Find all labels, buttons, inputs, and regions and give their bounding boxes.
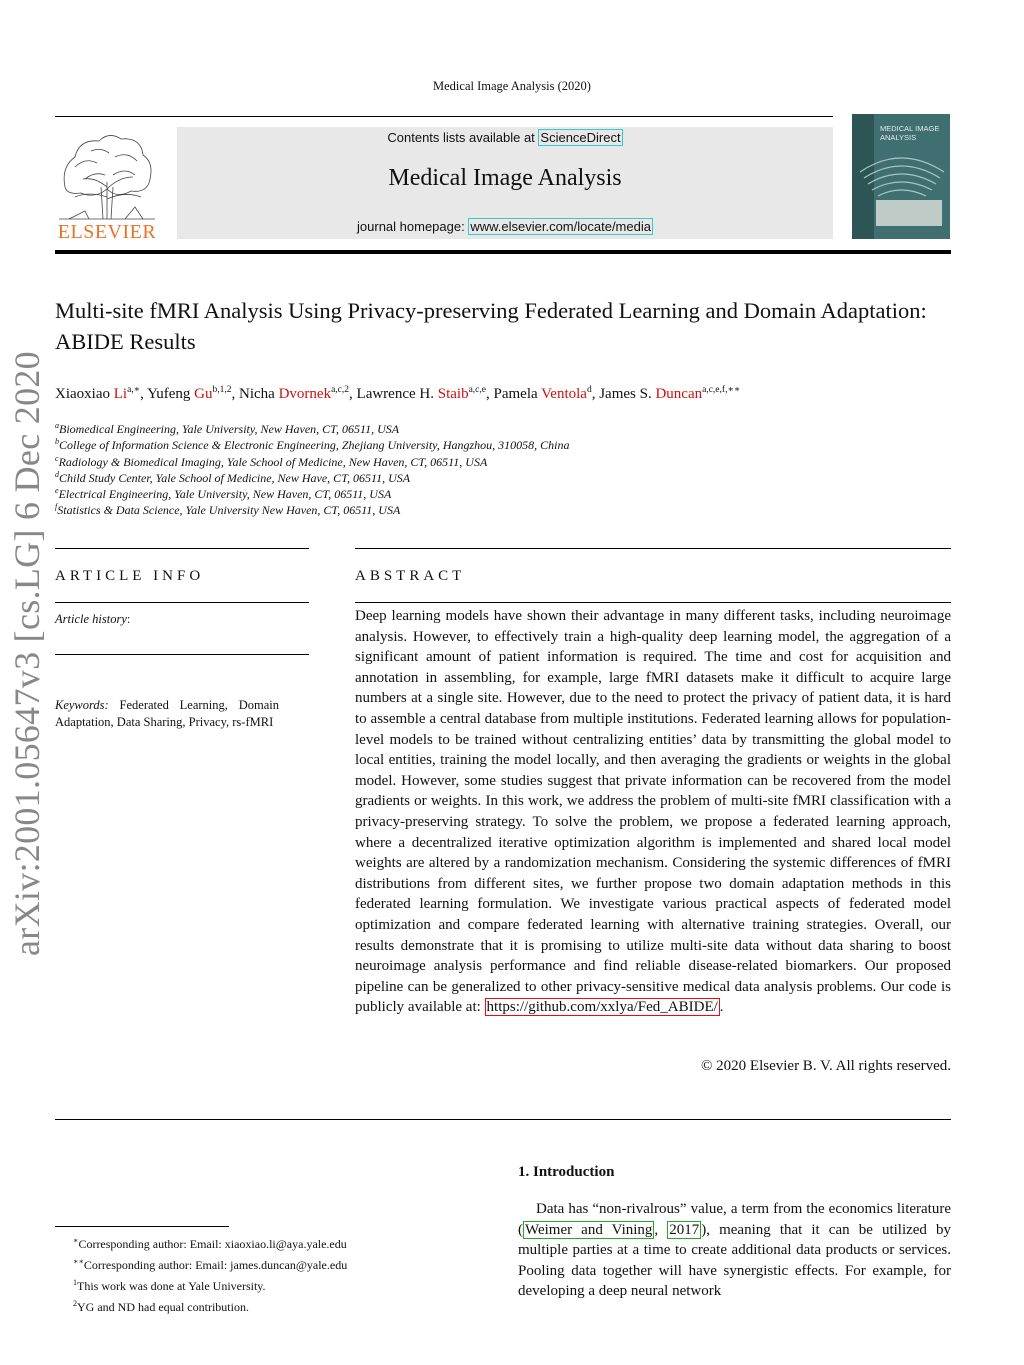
affiliation: $^a$Biomedical Engineering, Yale University, New Haven, CT, 06511, USA: [55, 421, 400, 436]
code-link[interactable]: https://github.com/xxlya/Fed_ABIDE/: [486, 999, 718, 1016]
citation-link[interactable]: Weimer and Vining: [525, 1221, 653, 1238]
author-1: Xiaoxiao $Li^{a,∗}$,: [55, 385, 148, 402]
footnote-rule: [55, 1226, 229, 1227]
author-link[interactable]: Gu: [194, 386, 213, 402]
keywords: [55, 697, 279, 731]
author-link[interactable]: Dvornek: [278, 386, 332, 402]
contents-prefix: Contents lists available at: [387, 130, 539, 145]
affiliation: $^d$Child Study Center, Yale School of Medicine, New Have, CT, 06511, USA: [55, 470, 411, 485]
publisher-name: ELSEVIER: [57, 221, 157, 243]
copyright: © 2020 Elsevier B. V. All rights reserved.: [701, 1058, 951, 1074]
homepage-line: [177, 219, 833, 234]
affiliation: $^c$Radiology & Biomedical Imaging, Yale School of Medicine, New Haven, CT, 06511, USA: [55, 454, 488, 469]
abstract-mid-rule: [355, 602, 951, 603]
footnote: ∗∗Corresponding author: Email: james.duncan@yale.edu: [73, 1257, 348, 1272]
keywords-label: Keywords:: [55, 698, 109, 712]
abstract-heading: ABSTRACT: [355, 568, 466, 584]
affiliation: $^e$Electrical Engineering, Yale University, New Haven, CT, 06511, USA: [55, 486, 392, 501]
footnote: $^1$This work was done at Yale University.: [73, 1278, 266, 1293]
author-4: Lawrence H. Staib$^{a,c,e}$,: [356, 385, 494, 402]
info-bottom-rule: [55, 654, 309, 655]
affiliation: $^b$College of Information Science & Electronic Engineering, Zhejiang University, Hangzhou, 310058, China: [55, 437, 570, 452]
author-link[interactable]: Ventola: [541, 386, 587, 402]
journal-name: Medical Image Analysis: [388, 165, 622, 191]
affiliation: $^f$Statistics & Data Science, Yale University New Haven, CT, 06511, USA: [55, 502, 401, 517]
section-heading-introduction: 1. Introduction: [518, 1164, 615, 1180]
article-history: Article history:: [55, 612, 131, 626]
abstract-body: Deep learning models have shown their advantage in many different tasks, including neuroimage analysis. However, to effectively train a high-quality deep learning model, the aggregation of a significant amount of patient information is required. The time and cost for acquisition and annotation in assembling, for example, large fMRI datasets make it difficult to acquire large numbers at a single site. However, due to the need to protect the privacy of patient data, it is hard to assemble a central database from multiple institutions. Federated learning allows for population-level models to be trained without centralizing entities’ data by transmitting the global model to local entities, training the model locally, and then averaging the gradients or weights in the global model. However, some studies suggest that private information can be recovered from the model gradients or weights. In this work, we address the problem of multi-site fMRI classification with a privacy-preserving strategy. To solve the problem, we propose a federated learning approach, where a decentralized iterative optimization algorithm is implemented and shared local model weights are altered by a randomization mechanism. Considering the systemic differences of fMRI distributions from different sites, we further propose two domain adaptation methods in this federated learning formulation. We investigate various practical aspects of federated model optimization and compare federated learning with alternative training strategies. Overall, our results demonstrate that it is promising to utilize multi-site data without data sharing to boost neuroimage analysis performance and find reliable disease-related biomarkers. Our proposed pipeline can be generalized to other privacy-sensitive medical data analysis problems. Our code is publicly available at: https://github.com/xxlya/Fed_ABIDE/ .: [355, 608, 951, 1016]
paper-title: Multi-site fMRI Analysis Using Privacy-preserving Federated Learning and Domain Adaptation: ABIDE Results: [55, 298, 927, 354]
citation-year-link[interactable]: 2017: [669, 1221, 700, 1238]
author-link[interactable]: Li: [113, 386, 128, 402]
info-mid-rule: [55, 602, 309, 603]
introduction-body: Data has “non-rivalrous” value, a term from the economics literature ( Weimer and Vining , 2017 ), meaning that it can be utilized by multiple parties at a time to create additional data products or services. Pooling data together will have synergistic effects. For example, for developing a deep neural network: [518, 1201, 952, 1300]
arxiv-stamp: arXiv:2001.05647v3 [cs.LG] 6 Dec 2020: [7, 351, 47, 956]
header-top-rule: [55, 116, 833, 117]
footnote: ∗Corresponding author: Email: xiaoxiao.li@aya.yale.edu: [73, 1236, 347, 1251]
author-3: Nicha Dvornek$^{a,c,2}$,: [239, 385, 357, 402]
keywords-list: Federated Learning, Domain Adaptation, Data Sharing, Privacy, rs-fMRI: [55, 698, 279, 729]
sciencedirect-link[interactable]: ScienceDirect: [540, 130, 621, 145]
author-5: Pamela Ventola$^d$,: [493, 385, 600, 402]
author-2: Yufeng Gu$^{b,1,2}$,: [147, 385, 240, 402]
footnote: $^2$YG and ND had equal contribution.: [73, 1299, 249, 1314]
header-thick-rule: [55, 250, 951, 254]
author-list: [55, 384, 955, 403]
journal-homepage-link[interactable]: www.elsevier.com/locate/media: [470, 219, 651, 234]
running-head: Medical Image Analysis (2020): [433, 79, 591, 93]
homepage-prefix: journal homepage:: [357, 219, 469, 234]
abstract-top-rule: [355, 548, 951, 549]
article-info-heading: ARTICLE INFO: [55, 568, 205, 584]
footnotes: [55, 1232, 495, 1316]
author-link[interactable]: Duncan: [655, 386, 703, 402]
cover-title: MEDICAL IMAGE ANALYSIS: [880, 124, 940, 142]
author-link[interactable]: Staib: [437, 386, 469, 402]
abstract-bottom-rule: [55, 1119, 951, 1120]
author-6: James S. Duncan$^{a,c,e,f,∗∗}$: [599, 385, 741, 402]
info-top-rule: [55, 548, 309, 549]
contents-line: [177, 130, 833, 145]
